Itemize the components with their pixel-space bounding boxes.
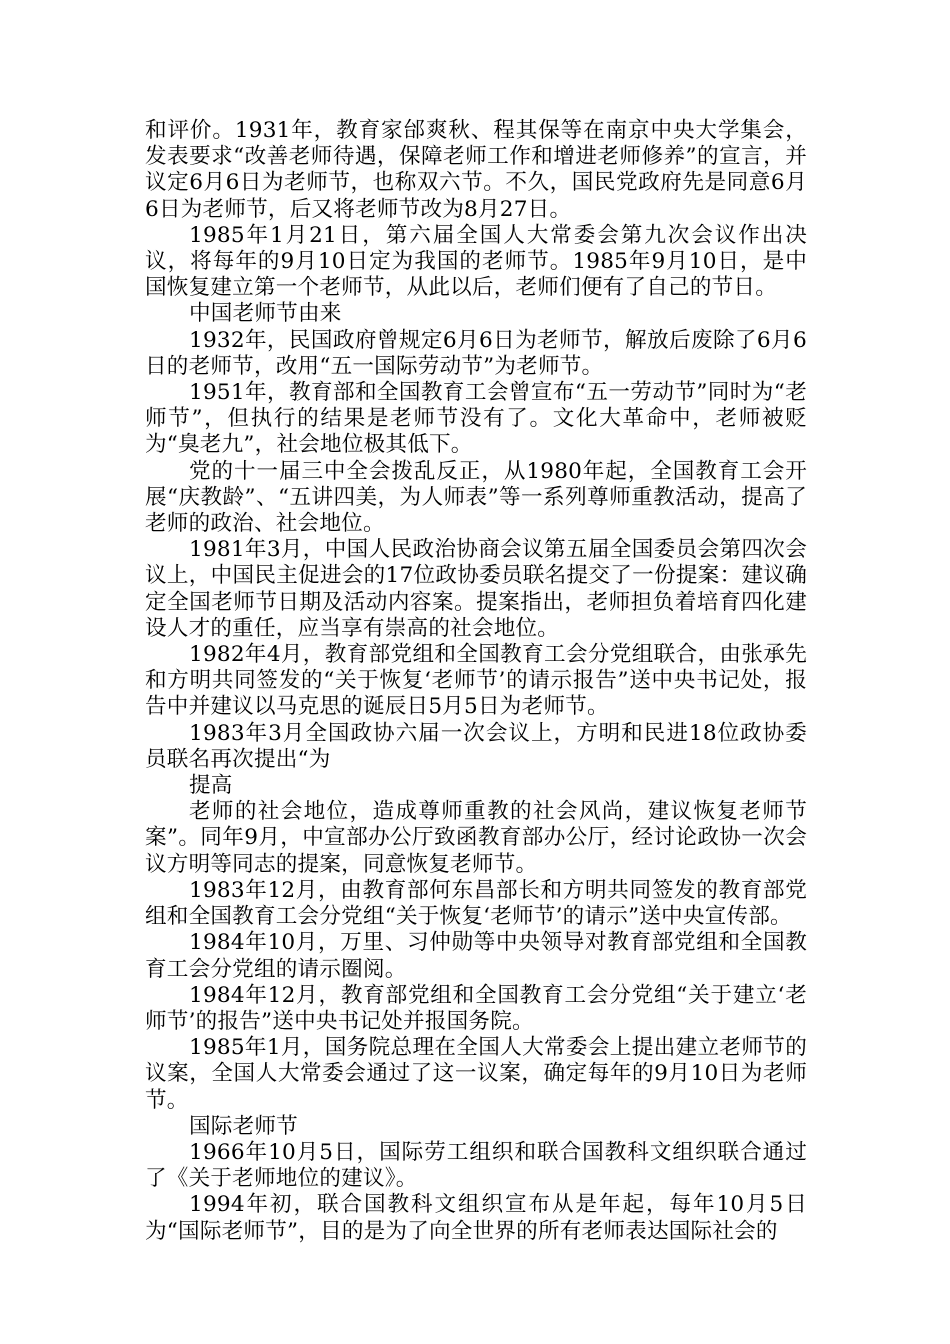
paragraph: 党的十一届三中全会拨乱反正，从1980年起，全国教育工会开展“庆教龄”、“五讲四美，为人师表”等一系列尊师重教活动，提高了老师的政治、社会地位。 <box>145 458 807 537</box>
paragraph: 和评价。1931年，教育家邰爽秋、程其保等在南京中央大学集会，发表要求“改善老师待遇，保障老师工作和增进老师修养”的宣言，并议定6月6日为老师节，也称双六节。不久，国民党政府先是同意6月6日为老师节，后又将老师节改为8月27日。 <box>145 118 807 222</box>
paragraph: 1984年12月，教育部党组和全国教育工会分党组“关于建立‘老师节’的报告”送中央书记处并报国务院。 <box>145 982 807 1034</box>
paragraph: 1981年3月，中国人民政治协商会议第五届全国委员会第四次会议上，中国民主促进会的17位政协委员联名提交了一份提案：建议确定全国老师节日期及活动内容案。提案指出，老师担负着培育四化建设人才的重任，应当享有崇高的社会地位。 <box>145 537 807 641</box>
paragraph: 1951年，教育部和全国教育工会曾宣布“五一劳动节”同时为“老师节”，但执行的结果是老师节没有了。文化大革命中，老师被贬为“臭老九”，社会地位极其低下。 <box>145 380 807 458</box>
paragraph: 1994年初，联合国教科文组织宣布从是年起，每年10月5日为“国际老师节”，目的是为了向全世界的所有老师表达国际社会的 <box>145 1192 807 1244</box>
section-heading: 中国老师节由来 <box>189 301 342 327</box>
paragraph: 1985年1月21日，第六届全国人大常委会第九次会议作出决议，将每年的9月10日定为我国的老师节。1985年9月10日，是中国恢复建立第一个老师节，从此以后，老师们便有了自己的节日。 <box>145 222 807 301</box>
paragraph: 1983年3月全国政协六届一次会议上，方明和民进18位政协委员联名再次提出“为 <box>145 720 807 772</box>
paragraph: 1983年12月，由教育部何东昌部长和方明共同签发的教育部党组和全国教育工会分党组“关于恢复‘老师节’的请示”送中央宣传部。 <box>145 877 807 930</box>
paragraph: 老师的社会地位，造成尊师重教的社会风尚，建议恢复老师节案”。同年9月，中宣部办公厅致函教育部办公厅，经讨论政协一次会议方明等同志的提案，同意恢复老师节。 <box>145 799 807 877</box>
paragraph: 1966年10月5日，国际劳工组织和联合国教科文组织联合通过了《关于老师地位的建议》。 <box>145 1139 807 1192</box>
paragraph: 1982年4月，教育部党组和全国教育工会分党组联合，由张承先和方明共同签发的“关于恢复‘老师节’的请示报告”送中央书记处，报告中并建议以马克思的诞辰日5月5日为老师节。 <box>145 642 807 720</box>
paragraph: 提高 <box>189 773 233 799</box>
document-page <box>145 118 807 1245</box>
paragraph: 1985年1月，国务院总理在全国人大常委会上提出建立老师节的议案，全国人大常委会通过了这一议案，确定每年的9月10日为老师节。 <box>145 1035 807 1113</box>
paragraph: 1932年，民国政府曾规定6月6日为老师节，解放后废除了6月6日的老师节，改用“五一国际劳动节”为老师节。 <box>145 327 807 379</box>
paragraph: 1984年10月，万里、习仲勋等中央领导对教育部党组和全国教育工会分党组的请示圈阅。 <box>145 930 807 982</box>
section-heading: 国际老师节 <box>189 1113 298 1139</box>
